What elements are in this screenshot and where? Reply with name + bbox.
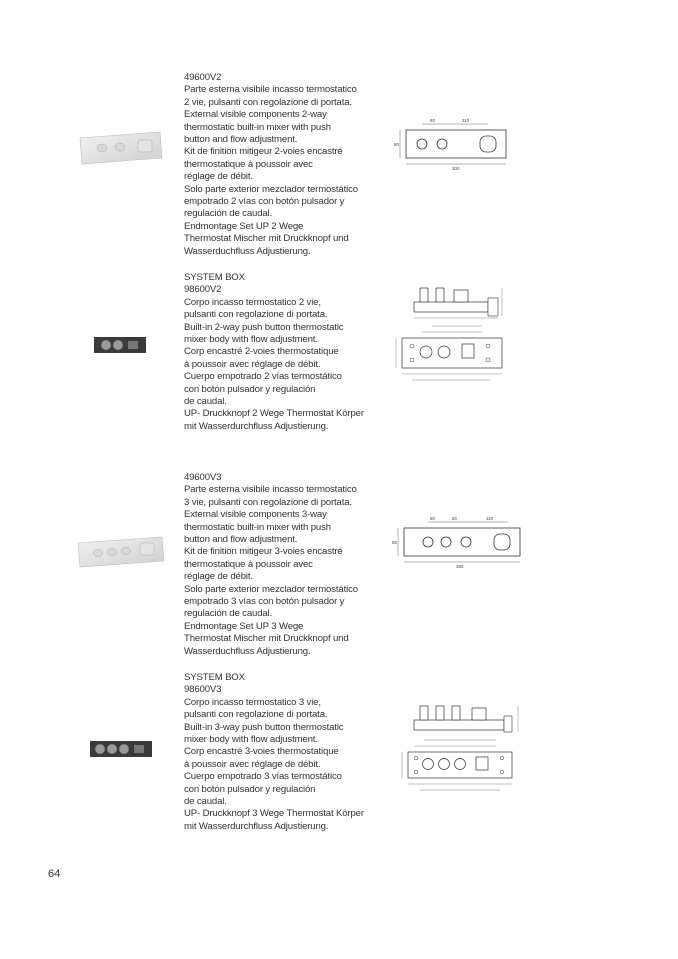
description-line: External visible components 3-way bbox=[184, 509, 327, 521]
description-line: External visible components 2-way bbox=[184, 109, 327, 121]
description-line: Thermostat Mischer mit Druckknopf und bbox=[184, 233, 349, 245]
product-photo-98600V2 bbox=[92, 333, 148, 360]
description-line: 2 vie, pulsanti con regolazione di portata. bbox=[184, 96, 352, 108]
product-photo-49600V2 bbox=[76, 128, 166, 171]
description-line: Endmontage Set UP 2 Wege bbox=[184, 220, 304, 232]
description-line: regulación de caudal. bbox=[184, 208, 273, 220]
description-line: Kit de finition mitigeur 3-voies encastré bbox=[184, 546, 343, 558]
product-photo-49600V3 bbox=[74, 533, 168, 574]
page-number: 64 bbox=[48, 868, 61, 880]
dimension-label: 80 bbox=[452, 516, 458, 521]
product-description-49600V3 bbox=[184, 472, 384, 658]
dimension-label: 110 bbox=[462, 118, 470, 123]
description-line: con botón pulsador y regulación bbox=[184, 383, 316, 395]
product-code: 49600V3 bbox=[184, 472, 222, 483]
product-description-98600V2 bbox=[184, 272, 384, 433]
description-line: Corpo incasso termostatico 3 vie, bbox=[184, 696, 321, 708]
description-line: mixer body with flow adjustment. bbox=[184, 334, 318, 346]
dimension-label: 110 bbox=[486, 516, 494, 521]
product-description-98600V3 bbox=[184, 672, 384, 833]
description-line: Solo parte exterior mezclador termostático bbox=[184, 583, 358, 595]
product-code: 98600V3 bbox=[184, 684, 222, 696]
description-line: Cuerpo empotrado 2 vías termostático bbox=[184, 371, 342, 383]
description-line: thermostatic built-in mixer with push bbox=[184, 521, 331, 533]
description-line: empotrado 2 vías con botón pulsador y bbox=[184, 196, 345, 208]
description-line: Parte esterna visibile incasso termostatico bbox=[184, 84, 357, 96]
description-line: button and flow adjustment. bbox=[184, 134, 298, 146]
technical-drawing-49600V2 bbox=[392, 116, 522, 177]
description-line: pulsanti con regolazione di portata. bbox=[184, 709, 328, 721]
description-line: réglage de débit. bbox=[184, 571, 253, 583]
description-line: Thermostat Mischer mit Druckknopf und bbox=[184, 633, 349, 645]
description-line: Built-in 3-way push button thermostatic bbox=[184, 721, 344, 733]
description-line: UP- Druckknopf 2 Wege Thermostat Körper bbox=[184, 408, 364, 420]
description-line: thermostatique à poussoir avec bbox=[184, 558, 313, 570]
description-line: Endmontage Set UP 3 Wege bbox=[184, 620, 304, 632]
description-line: UP- Druckknopf 3 Wege Thermostat Körper bbox=[184, 808, 364, 820]
description-line: Corp encastré 3-voies thermostatique bbox=[184, 746, 339, 758]
description-line: empotrado 3 vías con botón pulsador y bbox=[184, 596, 345, 608]
product-code: 49600V2 bbox=[184, 72, 222, 83]
product-photo-98600V3 bbox=[88, 737, 154, 766]
description-line: mit Wasserdurchfluss Adjustierung. bbox=[184, 420, 329, 432]
description-line: à poussoir avec réglage de débit. bbox=[184, 758, 321, 770]
dimension-label: 80 bbox=[392, 540, 398, 545]
description-line: réglage de débit. bbox=[184, 171, 253, 183]
description-line: pulsanti con regolazione di portata. bbox=[184, 309, 328, 321]
dimension-label: 380 bbox=[456, 564, 464, 569]
technical-drawing-98600V2 bbox=[392, 280, 522, 395]
description-line: Corp encastré 2-voies thermostatique bbox=[184, 346, 339, 358]
dimension-label: 80 bbox=[430, 118, 436, 123]
dimension-label: 80 bbox=[394, 142, 400, 147]
description-line: Kit de finition mitigeur 2-voies encastré bbox=[184, 146, 343, 158]
description-line: Corpo incasso termostatico 2 vie, bbox=[184, 296, 321, 308]
description-line: à poussoir avec réglage de débit. bbox=[184, 358, 321, 370]
description-line: Wasserduchfluss Adjustierung. bbox=[184, 245, 311, 257]
description-line: 3 vie, pulsanti con regolazione di portata. bbox=[184, 496, 352, 508]
description-line: Cuerpo empotrado 3 vías termostático bbox=[184, 771, 342, 783]
dimension-label: 80 bbox=[430, 516, 436, 521]
description-line: Parte esterna visibile incasso termostatico bbox=[184, 484, 357, 496]
description-line: Built-in 2-way push button thermostatic bbox=[184, 321, 344, 333]
description-line: thermostatique à poussoir avec bbox=[184, 158, 313, 170]
technical-drawing-49600V3 bbox=[390, 514, 530, 575]
description-line: button and flow adjustment. bbox=[184, 534, 298, 546]
description-line: Solo parte exterior mezclador termostático bbox=[184, 183, 358, 195]
description-line: de caudal. bbox=[184, 796, 227, 808]
dimension-label: 300 bbox=[452, 166, 460, 171]
description-line: Wasserduchfluss Adjustierung. bbox=[184, 645, 311, 657]
product-code: 98600V2 bbox=[184, 284, 222, 296]
description-line: thermostatic built-in mixer with push bbox=[184, 121, 331, 133]
product-series: SYSTEM BOX bbox=[184, 272, 245, 283]
description-line: mixer body with flow adjustment. bbox=[184, 734, 318, 746]
product-description-49600V2 bbox=[184, 72, 384, 258]
technical-drawing-98600V3 bbox=[400, 700, 530, 805]
description-line: regulación de caudal. bbox=[184, 608, 273, 620]
description-line: mit Wasserdurchfluss Adjustierung. bbox=[184, 820, 329, 832]
description-line: de caudal. bbox=[184, 396, 227, 408]
description-line: con botón pulsador y regulación bbox=[184, 783, 316, 795]
product-series: SYSTEM BOX bbox=[184, 672, 245, 683]
